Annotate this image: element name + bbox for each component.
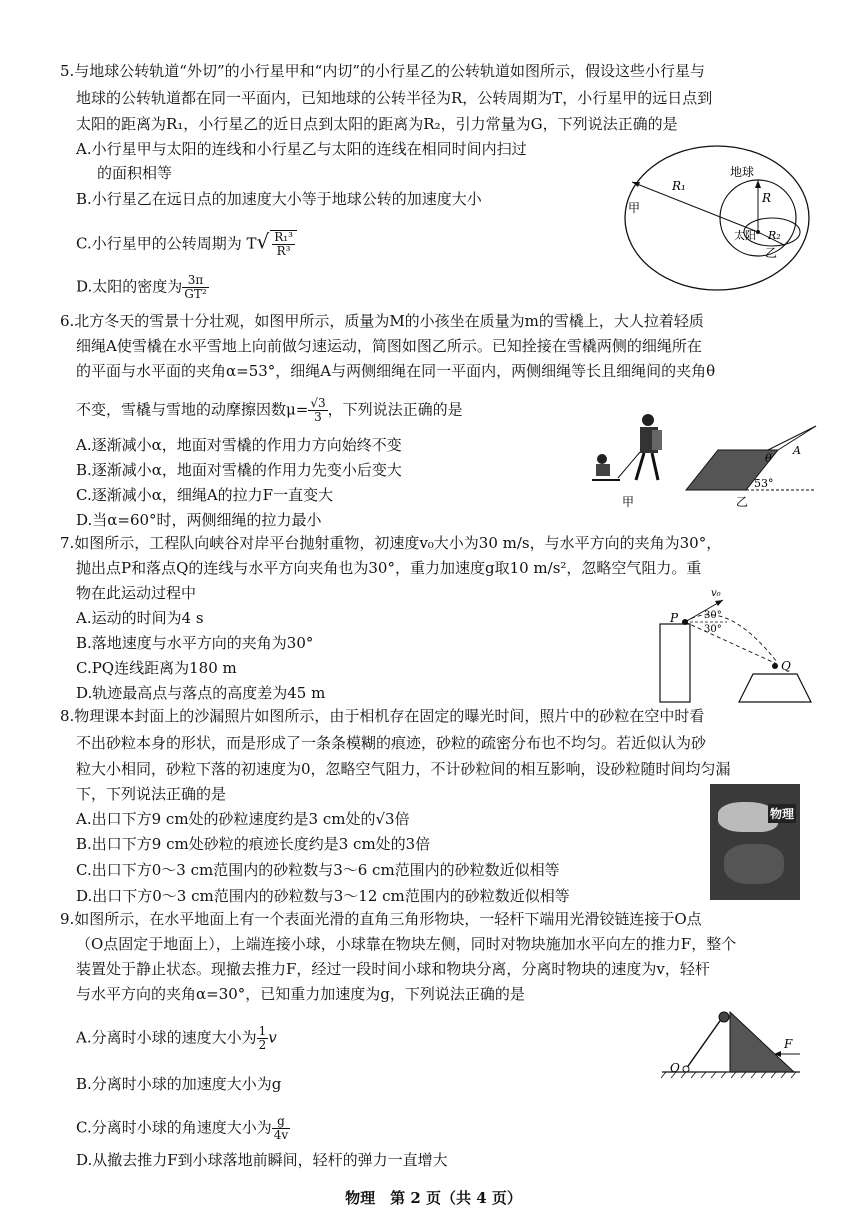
label-r: R [762, 191, 772, 205]
q9-stem-line-2: （O点固定于地面上），上端连接小球，小球靠在物块左侧，同时对物块施加水平向左的推力F，整个 [76, 935, 737, 953]
hinge-o [683, 1066, 689, 1072]
label-yi: 乙 [765, 246, 778, 260]
label-q: Q [781, 659, 791, 673]
label-yi: 乙 [736, 495, 749, 509]
asteroid-jia-orbit [625, 146, 809, 290]
rope-a [768, 426, 816, 450]
q9-option-b: B.分离时小球的加速度大小为g [76, 1075, 282, 1093]
q9-option-a-suffix: v [268, 1028, 277, 1047]
label-theta: θ [765, 452, 772, 465]
q9-option-c-numerator: g [272, 1115, 290, 1129]
q5-option-d-denominator: GT² [184, 287, 207, 301]
q9-option-c [76, 1115, 290, 1142]
q9-stem-line-3: 装置处于静止状态。现撤去推力F，经过一段时间小球和物块分离，分离时物块的速度为v，轻杆 [76, 960, 710, 978]
q8-option-b: B.出口下方9 cm处砂粒的痕迹长度约是3 cm处的3倍 [76, 835, 431, 853]
sled-photo-sketch [592, 414, 662, 480]
label-jia: 甲 [622, 495, 635, 509]
q6-mu-denominator: 3 [314, 410, 322, 424]
q5-option-c-text: C.小行星甲的公转周期为 T [76, 234, 257, 253]
label-angle-2: 30° [704, 624, 722, 635]
q5-option-d-numerator: 3π [182, 274, 208, 288]
pq-line [685, 622, 777, 664]
q9-option-c-text: C.分离时小球的角速度大小为 [76, 1118, 272, 1137]
q9-stem-line-1: 9.如图所示，在水平地面上有一个表面光滑的直角三角形物块，一轻杆下端用光滑铰链连接于O点 [60, 910, 702, 928]
q8-stem-line-3: 粒大小相同，砂粒下落的初速度为0，忽略空气阻力，不计砂粒间的相互影响，设砂粒随时间均匀漏 [76, 760, 731, 778]
q6-stem-line-1: 6.北方冬天的雪景十分壮观，如图甲所示，质量为M的小孩坐在质量为m的雪橇上，大人拉着轻质 [60, 312, 704, 330]
q5-option-d-text: D.太阳的密度为 [76, 277, 183, 296]
q6-stem-line-4 [76, 397, 463, 424]
q7-option-b: B.落地速度与水平方向的夹角为30° [76, 634, 314, 652]
label-f: F [784, 1037, 793, 1051]
q7-stem-line-3: 物在此运动过程中 [76, 584, 197, 602]
q6-option-a: A.逐渐减小α，地面对雪橇的作用力方向始终不变 [76, 436, 402, 454]
q7-stem-line-1: 7.如图所示，工程队向峡谷对岸平台抛射重物，初速度v₀大小为30 m/s，与水平方向的夹角为30°， [60, 534, 722, 552]
label-angle: 53° [754, 477, 774, 490]
q5-option-a-line-1: A.小行星甲与太阳的连线和小行星乙与太阳的连线在相同时间内扫过 [76, 140, 527, 158]
q6-option-c: C.逐渐减小α，细绳A的拉力F一直变大 [76, 486, 334, 504]
label-sun: 太阳 [734, 229, 756, 242]
q5-stem-line-1: 5.与地球公转轨道“外切”的小行星甲和“内切”的小行星乙的公转轨道如图所示，假设这些小行星与 [60, 62, 705, 80]
hourglass-photo [710, 784, 800, 900]
q7-option-a: A.运动的时间为4 s [76, 609, 204, 627]
q7-option-d: D.轨迹最高点与落点的高度差为45 m [76, 684, 326, 702]
q6-stem-line-2: 细绳A使雪橇在水平雪地上向前做匀速运动，简图如图乙所示。已知拴接在雪橇两侧的细绳所在 [76, 337, 702, 355]
r1-line [632, 182, 758, 232]
q8-option-a: A.出口下方9 cm处的砂粒速度约是3 cm处的√3倍 [76, 810, 410, 828]
q8-stem-line-4: 下，下列说法正确的是 [76, 785, 227, 803]
platform [739, 674, 811, 702]
trajectory [685, 615, 777, 662]
q6-mu-numerator: √3 [310, 396, 326, 410]
q8-option-d: D.出口下方0～3 cm范围内的砂粒数与3～12 cm范围内的砂粒数近似相等 [76, 887, 570, 905]
q9-option-a-denominator: 2 [258, 1038, 267, 1052]
q6-option-d: D.当α=60°时，两侧细绳的拉力最小 [76, 511, 322, 529]
q5-option-c: C.小行星甲的公转周期为 T√ $\frac{\text{R₁³}}{\text{R³}}$ [76, 230, 297, 258]
cliff [660, 624, 690, 702]
q5-option-c-denominator: R³ [276, 244, 291, 258]
q9-stem-line-4: 与水平方向的夹角α=30°，已知重力加速度为g，下列说法正确的是 [76, 985, 525, 1003]
point-q [772, 663, 778, 669]
light-rod [686, 1018, 722, 1069]
q5-option-d [76, 274, 209, 301]
q5-option-a-line-2: 的面积相等 [97, 164, 173, 182]
q9-option-a-text: A.分离时小球的速度大小为 [76, 1028, 257, 1047]
ball [719, 1012, 729, 1022]
label-r2: R₂ [768, 229, 781, 242]
q7-projectile-figure [655, 588, 815, 704]
q9-option-d: D.从撤去推力F到小球落地前瞬间，轻杆的弹力一直增大 [76, 1151, 448, 1169]
q8-stem-line-1: 8.物理课本封面上的沙漏照片如图所示，由于相机存在固定的曝光时间，照片中的砂粒在空中时看 [60, 707, 705, 725]
q5-orbit-figure [622, 138, 818, 300]
q5-option-c-numerator: R₁³ [274, 230, 293, 244]
q6-stem-text: 不变，雪橇与雪地的动摩擦因数μ= [76, 400, 309, 419]
q9-option-a-numerator: 1 [258, 1024, 267, 1038]
q9-option-a [76, 1025, 277, 1052]
q9-option-c-denominator: 4v [273, 1128, 289, 1142]
q8-option-c: C.出口下方0～3 cm范围内的砂粒数与3～6 cm范围内的砂粒数近似相等 [76, 861, 560, 879]
q5-stem-line-3: 太阳的距离为R₁，小行星乙的近日点到太阳的距离为R₂，引力常量为G，下列说法正确的是 [76, 115, 678, 133]
label-r1: R₁ [672, 179, 686, 193]
q6-stem-suffix: ，下列说法正确的是 [327, 400, 463, 419]
label-earth: 地球 [730, 165, 755, 179]
q5-stem-line-2: 地球的公转轨道都在同一平面内，已知地球的公转半径为R，公转周期为T，小行星甲的远日点到 [76, 89, 713, 107]
q6-sled-figure [588, 412, 818, 512]
label-jia: 甲 [628, 201, 641, 215]
q8-stem-line-2: 不出砂粒本身的形状，而是形成了一条条模糊的痕迹，砂粒的疏密分布也不均匀。若近似认为砂 [76, 734, 707, 752]
q6-option-b: B.逐渐减小α，地面对雪橇的作用力先变小后变大 [76, 461, 402, 479]
label-angle-1: 30° [704, 610, 722, 621]
label-o: O [670, 1061, 680, 1075]
q7-option-c: C.PQ连线距离为180 m [76, 659, 237, 677]
label-a: A [793, 444, 801, 457]
label-p: P [670, 611, 679, 625]
q5-option-b: B.小行星乙在远日点的加速度大小等于地球公转的加速度大小 [76, 190, 482, 208]
page-footer: 物理 第 2 页（共 4 页） [345, 1189, 522, 1207]
q9-block-figure [660, 1010, 810, 1092]
q7-stem-line-2: 抛出点P和落点Q的连线与水平方向夹角也为30°，重力加速度g取10 m/s²，忽略空气阻力。重 [76, 559, 702, 577]
q6-stem-line-3: 的平面与水平面的夹角α=53°，细绳A与两侧细绳在同一平面内，两侧细绳等长且细绳间的夹角θ [76, 362, 716, 380]
label-v0: v₀ [711, 588, 721, 599]
book-label: 物理 [768, 804, 796, 823]
